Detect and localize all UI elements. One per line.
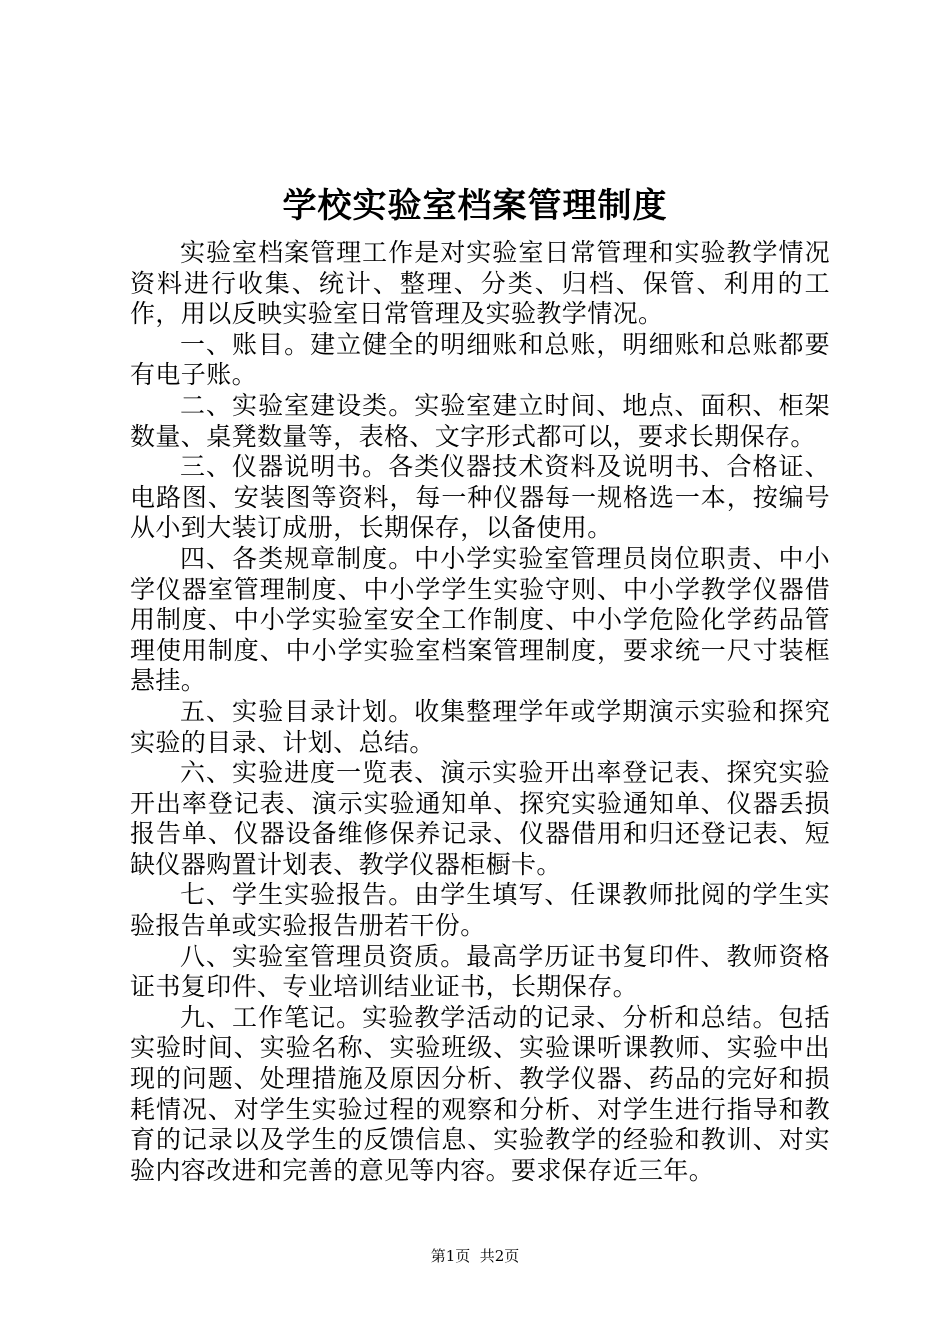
page-number-label: 第1页 共2页 <box>430 1247 520 1265</box>
paragraph-progress-tables: 六、实验进度一览表、演示实验开出率登记表、探究实验开出率登记表、演示实验通知单、探究实验通知单、仪器丢损报告单、仪器设备维修保养记录、仪器借用和归还登记表、短缺仪器购置计划表、教学仪器柜橱卡。 <box>130 758 830 879</box>
paragraph-work-notes: 九、工作笔记。实验教学活动的记录、分析和总结。包括实验时间、实验名称、实验班级、实验课听课教师、实验中出现的问题、处理措施及原因分析、教学仪器、药品的完好和损耗情况、对学生实验过程的观察和分析、对学生进行指导和教育的记录以及学生的反馈信息、实验教学的经验和教训、对实验内容改进和完善的意见等内容。要求保存近三年。 <box>130 1002 830 1185</box>
paragraph-student-reports: 七、学生实验报告。由学生填写、任课教师批阅的学生实验报告单或实验报告册若干份。 <box>130 880 830 941</box>
document-body <box>130 238 830 1186</box>
page-footer <box>0 1246 950 1266</box>
paragraph-instrument-manuals: 三、仪器说明书。各类仪器技术资料及说明书、合格证、电路图、安装图等资料，每一种仪器每一规格选一本，按编号从小到大装订成册，长期保存，以备使用。 <box>130 452 830 543</box>
document-title: 学校实验室档案管理制度 <box>282 186 668 226</box>
paragraph-regulations: 四、各类规章制度。中小学实验室管理员岗位职责、中小学仪器室管理制度、中小学学生实验守则、中小学教学仪器借用制度、中小学实验室安全工作制度、中小学危险化学药品管理使用制度、中小学实验室档案管理制度，要求统一尺寸装框悬挂。 <box>130 543 830 696</box>
paragraph-intro: 实验室档案管理工作是对实验室日常管理和实验教学情况资料进行收集、统计、整理、分类、归档、保管、利用的工作，用以反映实验室日常管理及实验教学情况。 <box>130 238 830 329</box>
paragraph-experiment-catalog: 五、实验目录计划。收集整理学年或学期演示实验和探究实验的目录、计划、总结。 <box>130 696 830 757</box>
paragraph-admin-qualification: 八、实验室管理员资质。最高学历证书复印件、教师资格证书复印件、专业培训结业证书，长期保存。 <box>130 941 830 1002</box>
paragraph-accounts: 一、账目。建立健全的明细账和总账，明细账和总账都要有电子账。 <box>130 329 830 390</box>
paragraph-lab-construction: 二、实验室建设类。实验室建立时间、地点、面积、柜架数量、桌凳数量等，表格、文字形式都可以，要求长期保存。 <box>130 390 830 451</box>
